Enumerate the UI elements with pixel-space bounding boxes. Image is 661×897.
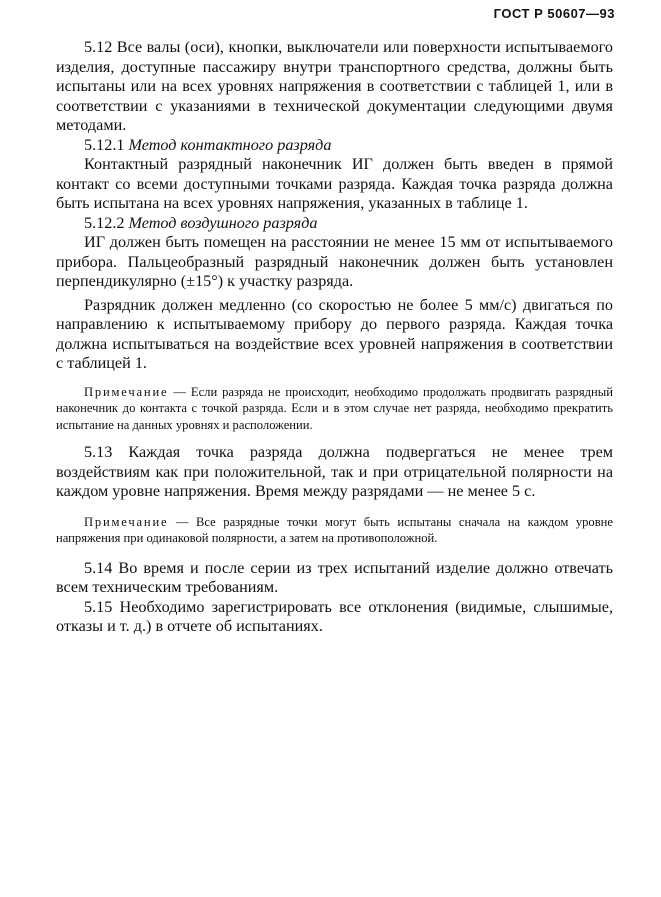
clause-5-12-2-text-2: Разрядник должен медленно (со скоростью не более 5 мм/с) двигаться по направлению к испытываемому прибору до первого разряда. Каждая точка должна испытываться на воздействие всех уровней напряжения в соответствии с таблицей 1. bbox=[56, 295, 613, 372]
clause-5-12-2-text-1: ИГ должен быть помещен на расстоянии не менее 15 мм от испытываемого прибора. Пальцеобразный разрядный наконечник должен быть установлен перпендикулярно (±15°) к участку разряда. bbox=[56, 233, 613, 290]
document-body bbox=[56, 38, 613, 637]
page-header-standard: ГОСТ Р 50607—93 bbox=[493, 6, 615, 21]
spacer bbox=[56, 502, 613, 514]
clause-5-14: 5.14 Во время и после серии из трех испытаний изделие должно отвечать всем техническим требованиям. bbox=[56, 558, 613, 596]
clause-5-12-1-heading bbox=[56, 136, 613, 156]
clause-5-12-2-number: 5.12.2 bbox=[84, 213, 125, 232]
note-1-label: Примечание bbox=[84, 384, 169, 399]
spacer bbox=[56, 433, 613, 443]
clause-5-12-1-number: 5.12.1 bbox=[84, 135, 125, 154]
clause-5-13: 5.13 Каждая точка разряда должна подвергаться не менее трем воздействиям как при положительной, так и при отрицательной полярности на каждом уровне напряжения. Время между разрядами — не менее 5 с. bbox=[56, 443, 613, 500]
clause-5-12: 5.12 Все валы (оси), кнопки, выключатели или поверхности испытываемого изделия, доступные пассажиру внутри транспортного средства, должны быть испытаны или на всех уровнях напряжения в соответствии с таблицей 1, или в соответствии с указаниями в технической документации следующими двумя методами. bbox=[56, 38, 613, 134]
note-1 bbox=[56, 384, 613, 434]
spacer bbox=[56, 374, 613, 384]
note-2-label: Примечание bbox=[84, 514, 169, 529]
note-2 bbox=[56, 514, 613, 547]
note-2-text: — Все разрядные точки могут быть испытаны сначала на каждом уровне напряжения при одинаковой полярности, а затем на противоположной. bbox=[56, 514, 613, 545]
clause-5-12-1-text: Контактный разрядный наконечник ИГ должен быть введен в прямой контакт со всеми доступными точками разряда. Каждая точка разряда должна быть испытана на всех уровнях напряжения, указанных в таблице 1. bbox=[56, 155, 613, 212]
clause-5-15: 5.15 Необходимо зарегистрировать все отклонения (видимые, слышимые, отказы и т. д.) в отчете об испытаниях. bbox=[56, 597, 613, 635]
clause-5-12-2-heading bbox=[56, 214, 613, 234]
clause-5-12-1-title: Метод контактного разряда bbox=[128, 135, 332, 154]
clause-5-12-2-title: Метод воздушного разряда bbox=[128, 213, 318, 232]
spacer bbox=[56, 547, 613, 559]
note-1-text: — Если разряда не происходит, необходимо продолжать продвигать разрядный наконечник до контакта с точкой разряда. Если и в этом случае нет разряда, необходимо прекратить испытание на данных уровнях и расположении. bbox=[56, 384, 613, 432]
